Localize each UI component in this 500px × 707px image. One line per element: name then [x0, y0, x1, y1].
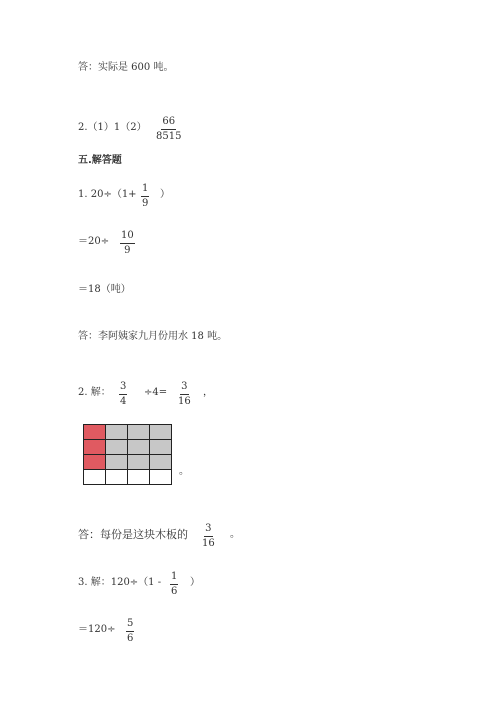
p1-line2-fraction	[120, 230, 135, 257]
fraction-numerator: 1	[141, 183, 149, 197]
p1-line1-prefix: 1. 20÷（1+	[78, 189, 137, 200]
p3-line2-fraction	[126, 618, 134, 645]
fraction-numerator: 5	[126, 618, 134, 632]
p1-line1-suffix: ）	[160, 189, 170, 200]
fraction-denominator: 16	[178, 396, 191, 407]
p3-line1-suffix: ）	[190, 577, 200, 588]
p3-line1-fraction	[170, 571, 178, 598]
p1-line2-prefix: ＝20÷	[78, 236, 110, 247]
grid-cell-gray	[106, 425, 128, 440]
section-title: 五.解答题	[78, 155, 122, 166]
fraction-denominator: 8515	[156, 131, 182, 142]
fraction-denominator: 9	[142, 198, 149, 209]
q2-fraction	[156, 116, 181, 143]
grid-cell-gray	[150, 440, 172, 455]
fraction-denominator: 9	[124, 245, 131, 256]
p3-line1-prefix: 3. 解：120÷（1 -	[78, 577, 162, 588]
grid-cell-red	[84, 455, 106, 470]
fraction-numerator: 66	[161, 116, 176, 130]
p1-line1-fraction	[141, 183, 149, 210]
fraction-denominator: 4	[120, 396, 127, 407]
p2-divide-text: ÷4=	[144, 387, 168, 398]
p2-fraction-b	[178, 381, 191, 408]
fraction-denominator: 16	[202, 538, 215, 549]
p2-answer-fraction	[202, 523, 215, 550]
grid-row	[84, 425, 172, 440]
fraction-numerator: 3	[119, 381, 127, 395]
grid-cell-gray	[106, 455, 128, 470]
fraction-denominator: 6	[171, 586, 178, 597]
grid-cell-gray	[128, 455, 150, 470]
previous-answer: 答：实际是 600 吨。	[78, 62, 174, 73]
grid-cell-red	[84, 440, 106, 455]
grid-cell-gray	[150, 455, 172, 470]
board-grid	[83, 424, 172, 485]
p2-answer-end: 。	[230, 529, 240, 540]
grid-cell-gray	[150, 425, 172, 440]
fraction-numerator: 3	[204, 523, 212, 537]
grid-row	[84, 440, 172, 455]
fraction-denominator: 6	[127, 633, 134, 644]
grid-cell-gray	[128, 425, 150, 440]
grid-cell-white	[106, 470, 128, 485]
grid-period: 。	[179, 466, 189, 477]
p1-answer: 答：李阿姨家九月份用水 18 吨。	[78, 331, 228, 342]
board-grid-table	[83, 424, 172, 485]
grid-cell-gray	[106, 440, 128, 455]
p2-prefix: 2. 解：	[78, 387, 111, 398]
p2-fraction-a	[119, 381, 127, 408]
p2-comma: ，	[203, 387, 213, 398]
grid-row	[84, 455, 172, 470]
p2-answer-text: 答：每份是这块木板的	[78, 528, 188, 541]
grid-cell-white	[150, 470, 172, 485]
grid-cell-white	[84, 470, 106, 485]
fraction-numerator: 3	[180, 381, 188, 395]
fraction-numerator: 1	[170, 571, 178, 585]
grid-cell-white	[128, 470, 150, 485]
p3-line2-prefix: ＝120÷	[78, 624, 116, 635]
grid-row	[84, 470, 172, 485]
grid-cell-red	[84, 425, 106, 440]
p1-line3: ＝18（吨）	[78, 284, 131, 295]
q2-prefix: 2.（1）1（2）	[78, 122, 147, 133]
fraction-numerator: 10	[120, 230, 135, 244]
grid-cell-gray	[128, 440, 150, 455]
